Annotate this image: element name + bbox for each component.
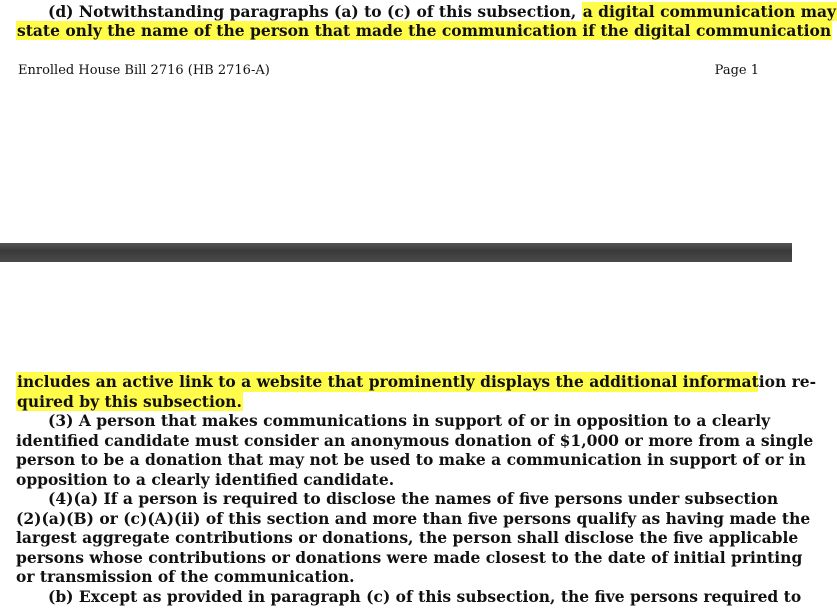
text-line: [16, 2, 837, 22]
footer-bill-name: Enrolled House Bill 2716 (HB 2716-A): [18, 63, 270, 78]
text-line: [16, 528, 799, 548]
text-span: persons whose contributions or donations were made closest to the date of initial printing: [16, 547, 803, 567]
text-span: person to be a donation that may not be used to make a communication in support of or in: [16, 450, 806, 469]
text-line: [16, 21, 832, 41]
text-line: [16, 430, 814, 451]
footer-page-number: Page 1: [714, 63, 759, 78]
text-span: (2)(a)(B) or (c)(A)(ii) of this section and more than five persons qualify as having made the: [16, 508, 811, 528]
highlighted-text: includes an active link to a website that prominently displays the additional information re-: [17, 372, 817, 391]
text-span: largest aggregate contributions or donations, the person shall disclose the five applicable: [16, 528, 799, 547]
text-line: [16, 508, 811, 529]
text-span: (3) A person that makes communications in support of or in opposition to a clearly: [48, 411, 771, 430]
text-line: [16, 586, 802, 607]
page-footer: [0, 62, 792, 80]
text-line: [16, 392, 758, 412]
text-span: (4)(a) If a person is required to disclose the names of five persons under subsection: [48, 489, 779, 508]
highlighted-text: a digital communication may: [582, 2, 837, 21]
text-line: [16, 547, 803, 568]
highlighted-text: state only the name of the person that made the communication if the digital communication: [17, 21, 832, 40]
document-page-top: [0, 0, 837, 243]
document-page-bottom: [0, 262, 817, 610]
text-line: [16, 411, 771, 431]
text-span: opposition to a clearly identified candidate.: [16, 469, 395, 489]
text-span: identified candidate must consider an anonymous donation of $1,000 or more from a single: [16, 430, 814, 450]
text-span: (d) Notwithstanding paragraphs (a) to (c) of this subsection,: [48, 2, 582, 21]
text-span: or transmission of the communication.: [16, 567, 355, 586]
text-line: [16, 567, 758, 587]
text-line: [16, 450, 806, 470]
highlighted-text: quired by this subsection.: [17, 391, 242, 411]
page-separator: [0, 243, 792, 262]
text-span: (b) Except as provided in paragraph (c) of this subsection, the five persons required to: [48, 586, 802, 606]
text-line: [16, 489, 779, 509]
text-line: [16, 372, 817, 392]
text-line: [16, 470, 758, 490]
